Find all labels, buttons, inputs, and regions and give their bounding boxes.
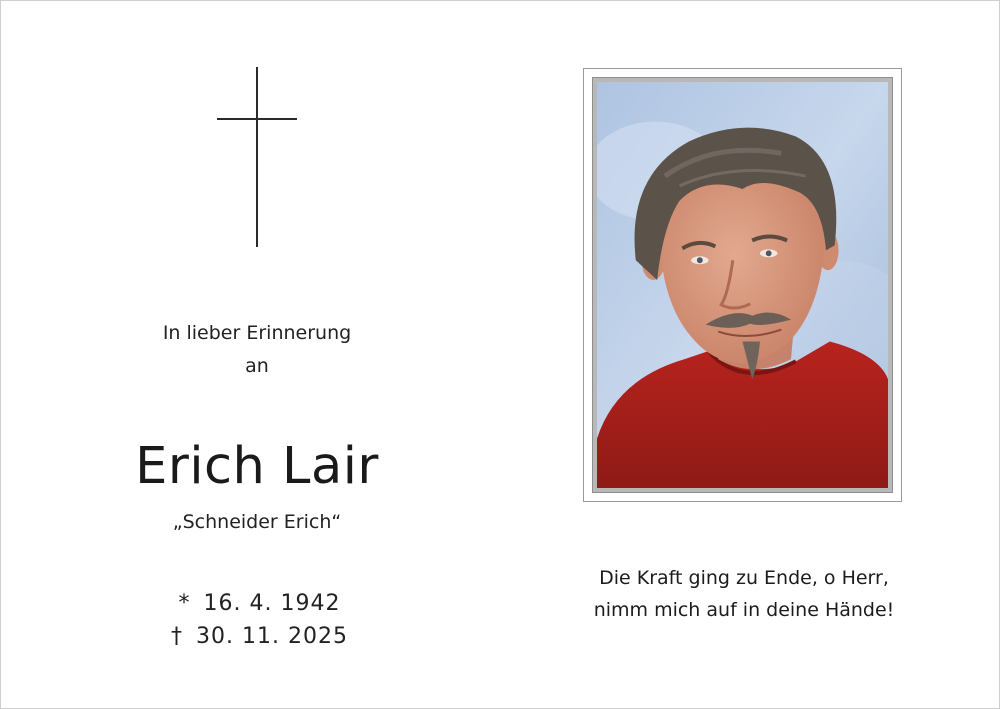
death-line — [101, 620, 413, 653]
portrait-mat — [592, 77, 893, 493]
portrait-frame — [583, 68, 902, 502]
portrait-photo — [597, 82, 888, 488]
farewell-quote — [561, 562, 927, 626]
death-cross-icon: † — [171, 624, 184, 649]
birth-line — [101, 587, 413, 620]
cross-vertical-beam — [256, 67, 258, 247]
intro-text — [101, 317, 413, 383]
deceased-name: Erich Lair — [135, 437, 379, 496]
deceased-nickname: „Schneider Erich“ — [172, 511, 342, 533]
birth-star-icon: * — [178, 591, 191, 616]
cross-horizontal-beam — [217, 118, 297, 120]
death-date: 30. 11. 2025 — [196, 624, 348, 649]
birth-date: 16. 4. 1942 — [203, 591, 341, 616]
intro-line-1: In lieber Erinnerung — [162, 322, 352, 344]
life-dates — [101, 587, 413, 653]
cross-icon — [217, 67, 299, 249]
quote-line-1: Die Kraft ging zu Ende, o Herr, — [599, 567, 889, 589]
intro-line-2: an — [245, 355, 269, 377]
quote-line-2: nimm mich auf in deine Hände! — [593, 599, 895, 621]
portrait-illustration — [597, 82, 888, 488]
